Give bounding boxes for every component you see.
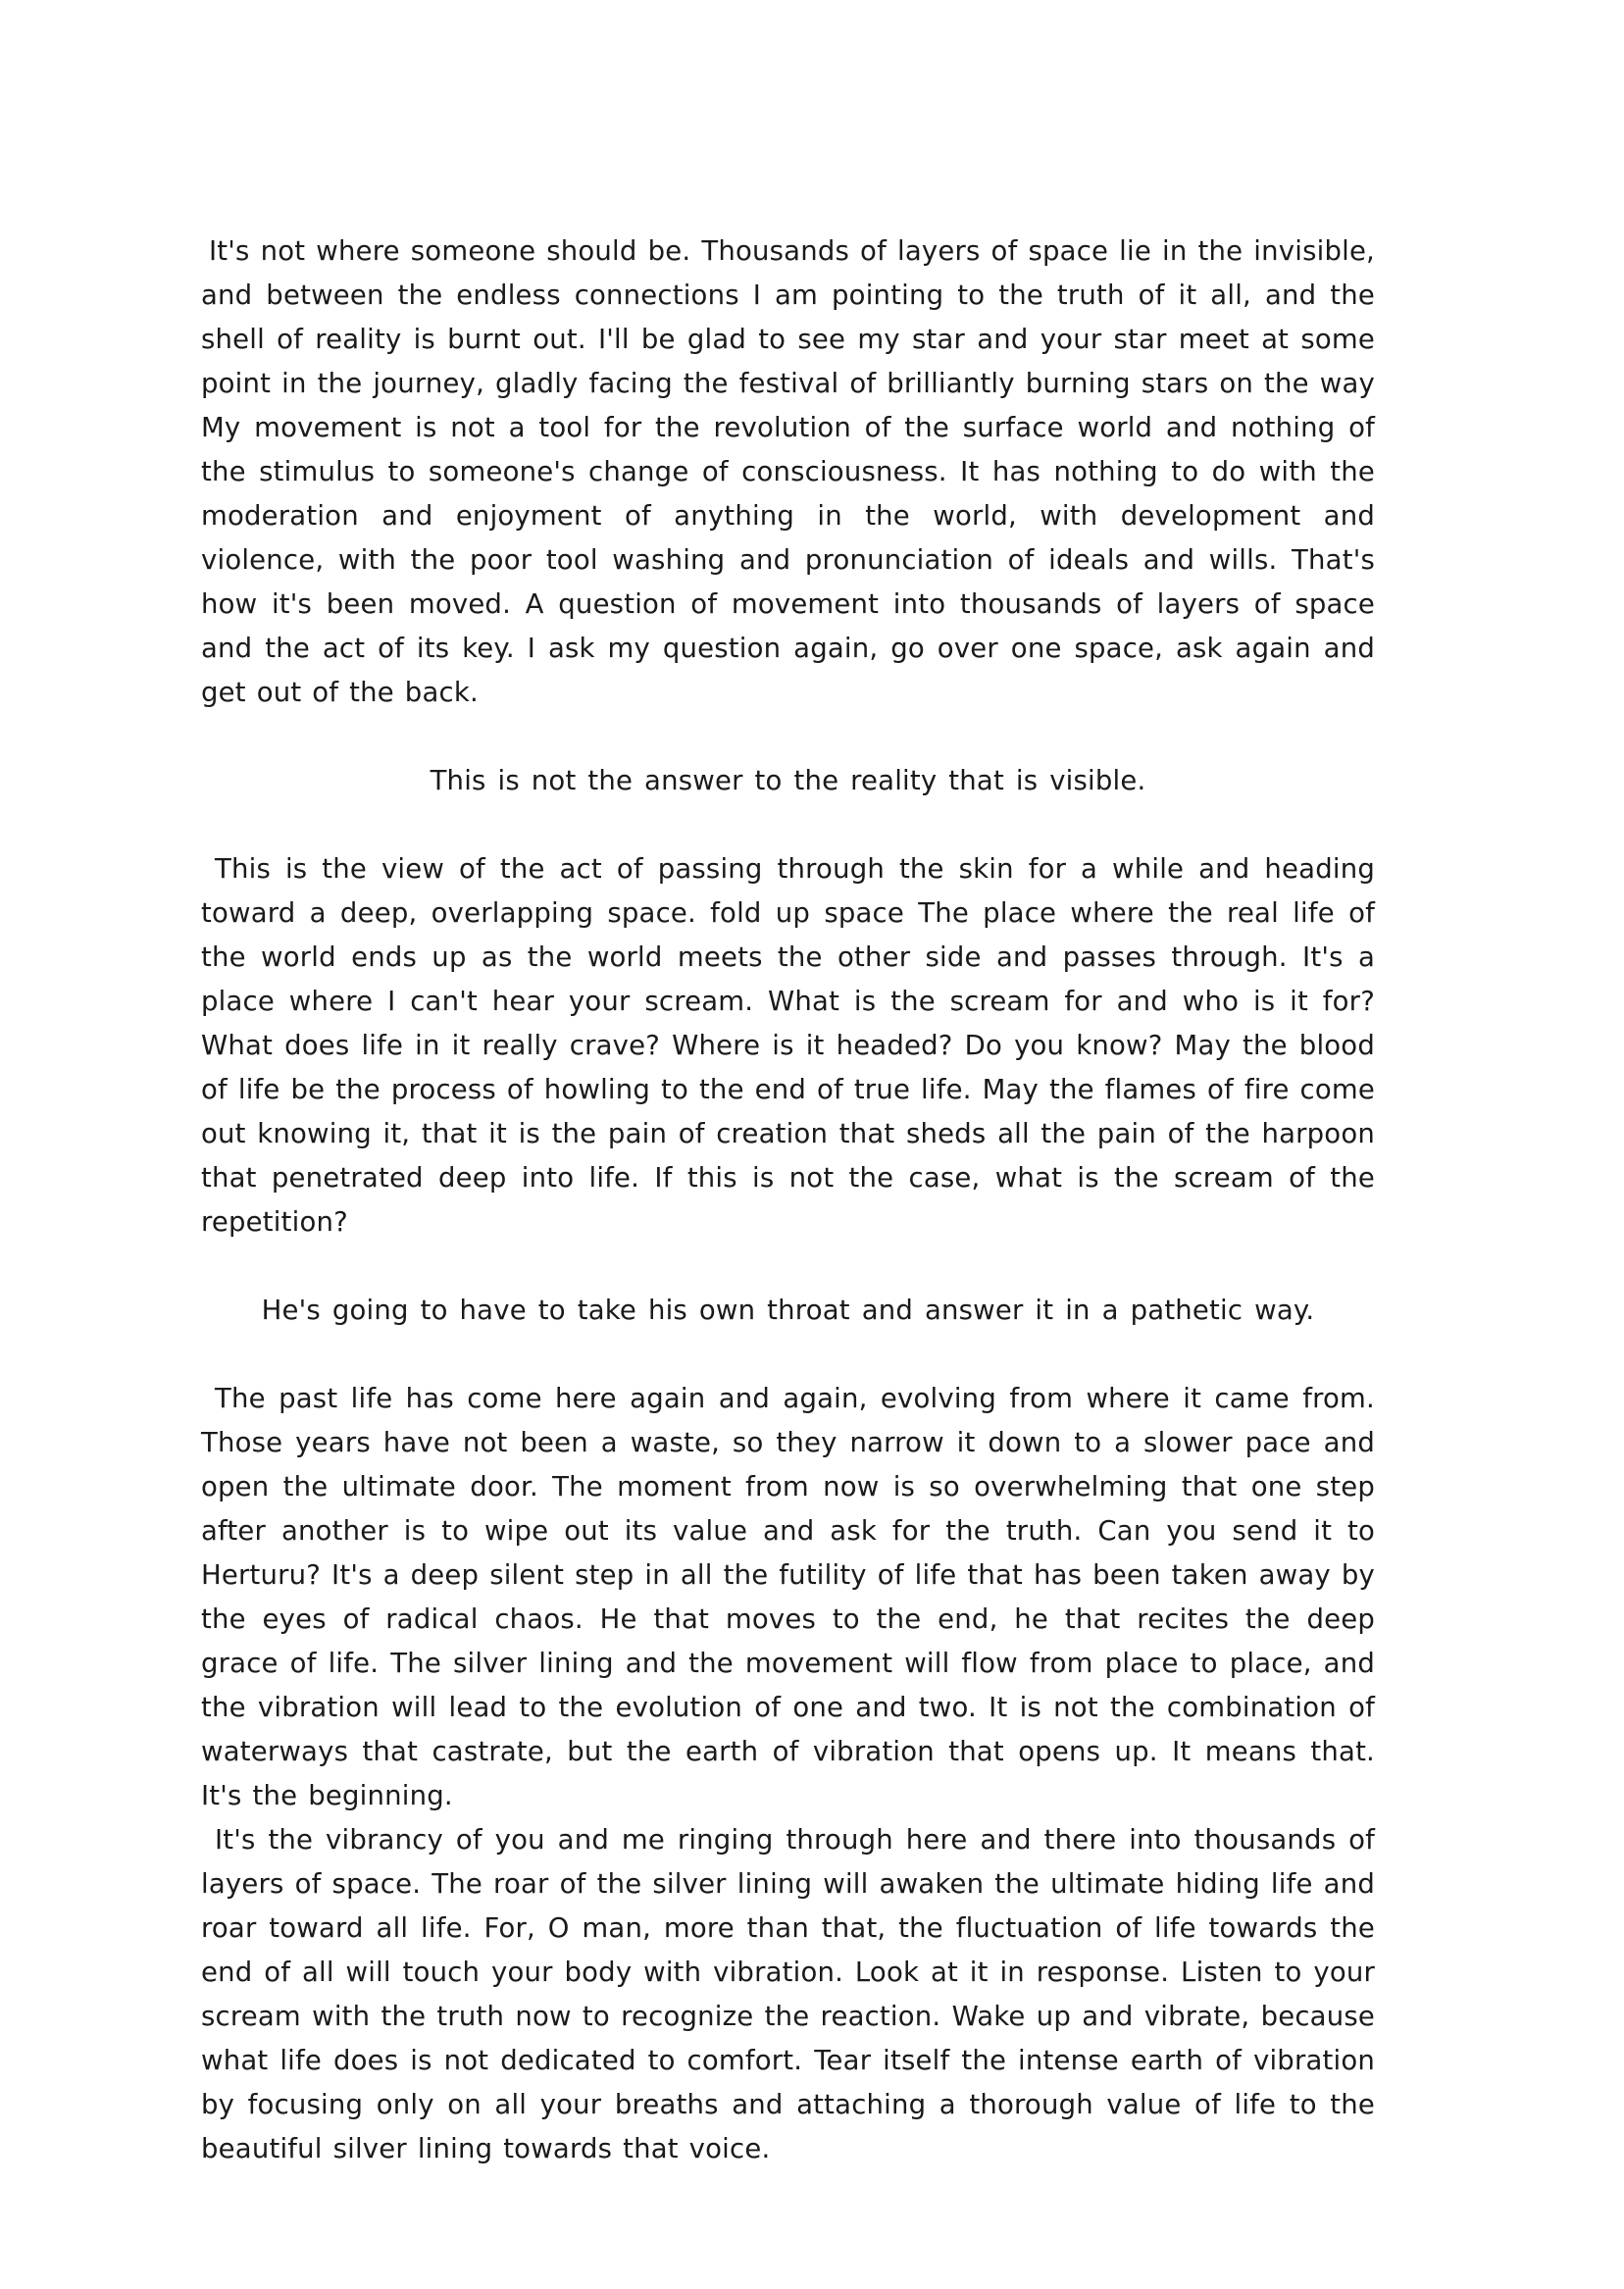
- paragraph-spacer: [201, 803, 1375, 847]
- paragraph-2: This is the view of the act of passing through the skin for a while and heading toward a deep, overlapping space. fold up space The place where the real life of the world ends up as the world meets the other side and passes through. It's a place where I can't hear your scream. What is the scream for and who is it for? What does life in it really crave? Where is it headed? Do you know? May the blood of life be the process of howling to the end of true life. May the flames of fire come out knowing it, that it is the pain of creation that sheds all the pain of the harpoon that penetrated deep into life. If this is not the case, what is the scream of the repetition?: [201, 853, 1375, 1238]
- paragraph-spacer: [201, 1333, 1375, 1377]
- centered-line-1: This is not the answer to the reality that is visible.: [430, 765, 1146, 796]
- centered-line-2: He's going to have to take his own throat and answer it in a pathetic way.: [261, 1295, 1315, 1326]
- paragraph-1: It's not where someone should be. Thousands of layers of space lie in the invisible, and between the endless connections I am pointing to the truth of it all, and the shell of reality is burnt out. I'll be glad to see my star and your star meet at some point in the journey, gladly facing the festival of brilliantly burning stars on the way My movement is not a tool for the revolution of the surface world and nothing of the stimulus to someone's change of consciousness. It has nothing to do with the moderation and enjoyment of anything in the world, with development and violence, with the poor tool washing and pronunciation of ideals and wills. That's how it's been moved. A question of movement into thousands of layers of space and the act of its key. I ask my question again, go over one space, ask again and get out of the back.: [201, 235, 1375, 708]
- paragraph-4: It's the vibrancy of you and me ringing through here and there into thousands of layers of space. The roar of the silver lining will awaken the ultimate hiding life and roar toward all life. For, O man, more than that, the fluctuation of life towards the end of all will touch your body with vibration. Look at it in response. Listen to your scream with the truth now to recognize the reaction. Wake up and vibrate, because what life does is not dedicated to comfort. Tear itself the intense earth of vibration by focusing only on all your breaths and attaching a thorough value of life to the beautiful silver lining towards that voice.: [201, 1824, 1375, 2164]
- document-body: [201, 229, 1375, 2171]
- paragraph-spacer: [201, 715, 1375, 759]
- paragraph-spacer: [201, 1245, 1375, 1289]
- paragraph-3: The past life has come here again and again, evolving from where it came from. Those years have not been a waste, so they narrow it down to a slower pace and open the ultimate door. The moment from now is so overwhelming that one step after another is to wipe out its value and ask for the truth. Can you send it to Herturu? It's a deep silent step in all the futility of life that has been taken away by the eyes of radical chaos. He that moves to the end, he that recites the deep grace of life. The silver lining and the movement will flow from place to place, and the vibration will lead to the evolution of one and two. It is not the combination of waterways that castrate, but the earth of vibration that opens up. It means that. It's the beginning.: [201, 1383, 1375, 1811]
